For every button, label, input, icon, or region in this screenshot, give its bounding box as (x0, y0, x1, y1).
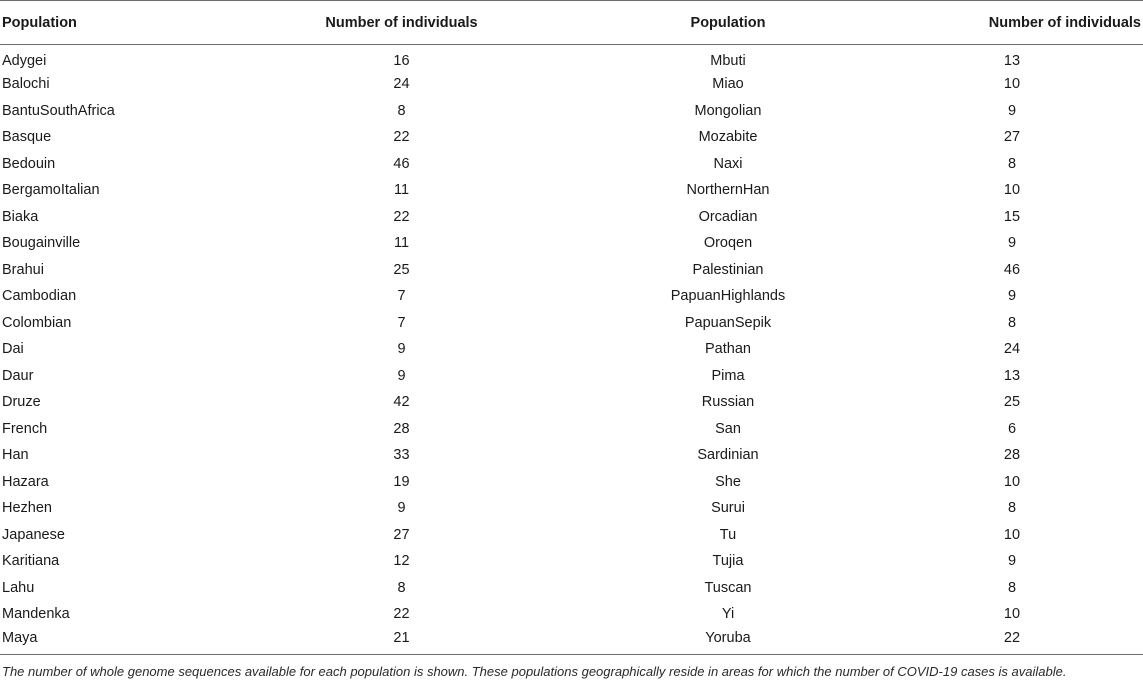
header-population-left: Population (0, 1, 228, 45)
population-right-cell: Tuscan (704, 579, 752, 596)
population-right-cell: She (715, 473, 741, 490)
individuals-right-cell: 10 (1003, 182, 1021, 199)
population-left-cell: Lahu (2, 579, 35, 596)
individuals-right-cell: 27 (1003, 129, 1021, 146)
population-left-cell: Mandenka (2, 606, 70, 623)
individuals-right-cell: 10 (1003, 76, 1021, 93)
individuals-left-cell: 7 (397, 314, 406, 331)
individuals-left-cell: 22 (393, 606, 410, 623)
population-left-cell: Druze (2, 394, 41, 411)
population-right-cell: Oroqen (703, 235, 753, 252)
table-row (0, 522, 1143, 549)
population-left-cell: Bedouin (2, 155, 56, 172)
population-right-cell: Palestinian (692, 261, 764, 278)
table-row (0, 601, 1143, 628)
population-right-cell: Orcadian (698, 208, 758, 225)
population-left-cell: Biaka (2, 208, 39, 225)
individuals-left-cell: 42 (393, 394, 410, 411)
individuals-left-cell: 25 (393, 261, 410, 278)
individuals-right-cell: 8 (1007, 579, 1017, 596)
individuals-left-cell: 28 (393, 420, 410, 437)
individuals-left-cell: 11 (393, 182, 410, 199)
population-left-cell: Maya (0, 628, 228, 655)
population-right-cell: Mozabite (698, 129, 758, 146)
population-right-cell: NorthernHan (686, 182, 770, 199)
population-left-cell: Karitiana (2, 553, 60, 570)
table-row (0, 575, 1143, 602)
population-left-cell: Basque (2, 129, 52, 146)
population-left-cell: Hezhen (2, 500, 52, 517)
individuals-right-cell: 10 (1003, 526, 1021, 543)
population-right-cell: Naxi (713, 155, 743, 172)
individuals-right-cell: 24 (1003, 341, 1021, 358)
individuals-right-cell: 28 (1003, 447, 1021, 464)
individuals-left-cell: 7 (397, 288, 406, 305)
individuals-right-cell: 9 (1007, 102, 1017, 119)
table-row (0, 71, 1143, 98)
population-right-cell: Mongolian (694, 102, 762, 119)
individuals-left-cell: 24 (393, 76, 410, 93)
table-body (0, 45, 1143, 655)
population-left-cell: Brahui (2, 261, 44, 278)
individuals-right-cell: 6 (1007, 420, 1017, 437)
table-row (0, 548, 1143, 575)
header-individuals-left: Number of individuals (228, 1, 575, 45)
individuals-right-cell: 9 (1007, 288, 1017, 305)
individuals-right-cell: 9 (1007, 553, 1017, 570)
population-right-cell: Sardinian (697, 447, 759, 464)
table-row (0, 336, 1143, 363)
population-right-cell: Mbuti (710, 53, 746, 69)
individuals-left-cell: 27 (393, 526, 410, 543)
individuals-right-cell: 8 (1007, 155, 1017, 172)
table-row (0, 416, 1143, 443)
individuals-left-cell: 12 (393, 553, 410, 570)
individuals-right-cell: 15 (1003, 208, 1021, 225)
individuals-right-cell: 46 (1003, 261, 1021, 278)
population-right-cell: Yi (721, 606, 735, 623)
population-right-cell: San (715, 420, 741, 437)
table-row (0, 389, 1143, 416)
population-left-cell: Han (2, 447, 29, 464)
population-right-cell: Tu (719, 526, 737, 543)
individuals-left-cell: 22 (393, 129, 410, 146)
population-left-cell: Cambodian (2, 288, 77, 305)
table-row (0, 98, 1143, 125)
table-row (0, 177, 1143, 204)
individuals-left-cell: 33 (393, 447, 410, 464)
population-right-cell: Tujia (712, 553, 744, 570)
table-row (0, 283, 1143, 310)
header-individuals-right: Number of individuals (881, 1, 1143, 45)
individuals-left-cell: 22 (393, 208, 410, 225)
header-population-right: Population (575, 1, 881, 45)
individuals-left-cell: 8 (397, 102, 406, 119)
population-left-cell: Hazara (2, 473, 49, 490)
individuals-left-cell: 9 (397, 341, 406, 358)
individuals-left-cell: 8 (397, 579, 406, 596)
table-row (0, 442, 1143, 469)
individuals-left-cell: 11 (393, 235, 410, 252)
table-row (0, 257, 1143, 284)
table-row (0, 124, 1143, 151)
population-left-cell: Adygei (2, 53, 47, 69)
individuals-right-cell: 25 (1003, 394, 1021, 411)
table-row (0, 45, 1143, 72)
table-row (0, 628, 1143, 655)
table-row (0, 469, 1143, 496)
individuals-right-cell: 13 (1003, 53, 1021, 69)
population-right-cell: Pathan (705, 341, 751, 358)
individuals-right-cell: 9 (1007, 235, 1017, 252)
table-row (0, 363, 1143, 390)
table-row (0, 310, 1143, 337)
individuals-left-cell: 46 (393, 155, 410, 172)
population-right-cell: Yoruba (575, 628, 881, 655)
population-left-cell: BantuSouthAfrica (2, 102, 115, 119)
header-row (0, 1, 1143, 45)
table-row (0, 495, 1143, 522)
population-right-cell: PapuanHighlands (670, 288, 786, 305)
individuals-left-cell: 21 (228, 628, 575, 655)
population-left-cell: Bougainville (2, 235, 81, 252)
population-right-cell: Pima (711, 367, 745, 384)
population-right-cell: Russian (701, 394, 755, 411)
population-left-cell: Japanese (2, 526, 65, 543)
table-row (0, 230, 1143, 257)
population-left-cell: BergamoItalian (2, 182, 100, 199)
individuals-left-cell: 9 (397, 367, 406, 384)
population-right-cell: Surui (711, 500, 745, 517)
individuals-right-cell: 22 (881, 628, 1143, 655)
individuals-right-cell: 13 (1003, 367, 1021, 384)
individuals-right-cell: 8 (1007, 500, 1017, 517)
table-row (0, 204, 1143, 231)
individuals-left-cell: 19 (393, 473, 410, 490)
individuals-left-cell: 16 (393, 53, 410, 69)
population-left-cell: Daur (2, 367, 34, 384)
population-right-cell: Miao (712, 76, 744, 93)
population-left-cell: Balochi (2, 76, 50, 93)
population-right-cell: PapuanSepik (684, 314, 772, 331)
individuals-right-cell: 10 (1003, 606, 1021, 623)
table-caption: The number of whole genome sequences available for each population is shown. These populations geographically reside in areas for which the number of COVID-19 cases is available. (2, 663, 1067, 679)
individuals-right-cell: 10 (1003, 473, 1021, 490)
population-left-cell: French (2, 420, 48, 437)
population-left-cell: Colombian (2, 314, 72, 331)
individuals-left-cell: 9 (397, 500, 406, 517)
individuals-right-cell: 8 (1007, 314, 1017, 331)
population-left-cell: Dai (2, 341, 24, 358)
table-row (0, 151, 1143, 178)
table-header (0, 1, 1143, 45)
